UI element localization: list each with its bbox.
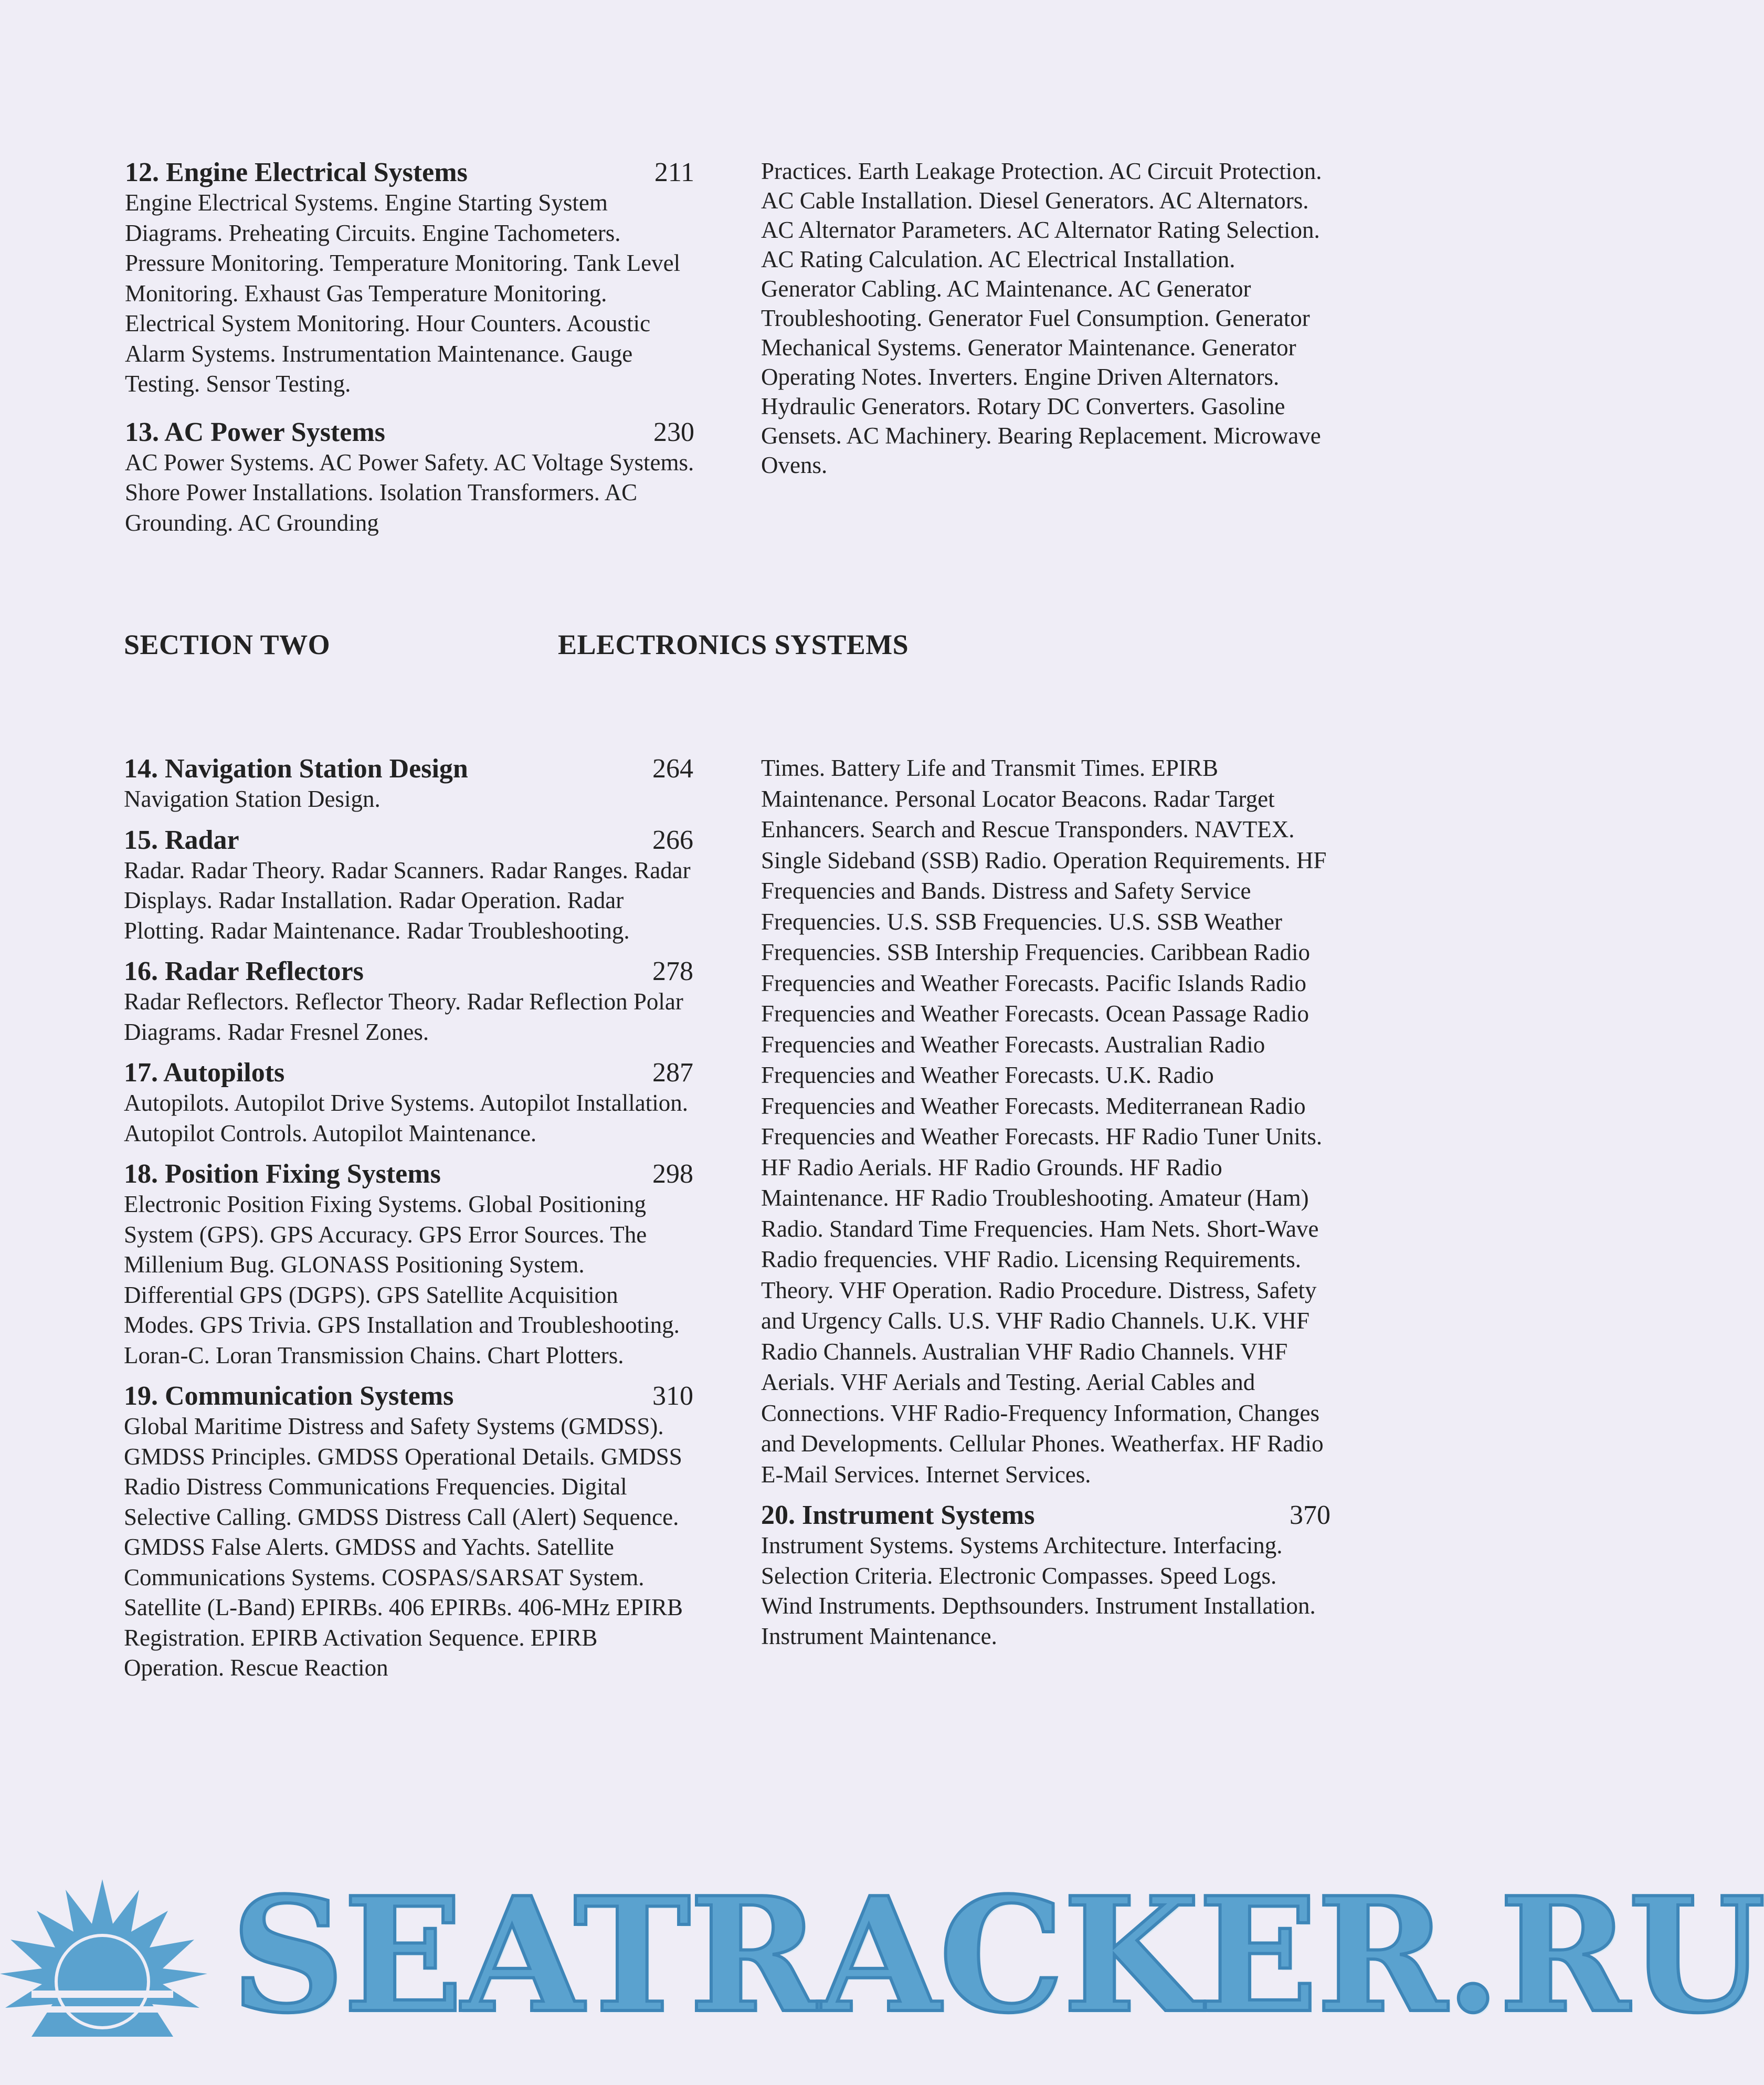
entry-page-number: 211 [654, 157, 694, 187]
toc-entry-communication [124, 1381, 693, 1683]
entry-title: 12. Engine Electrical Systems [125, 157, 468, 187]
entry-description: Navigation Station Design. [124, 786, 381, 812]
section-title: ELECTRONICS SYSTEMS [558, 629, 909, 660]
entry-page-number: 287 [652, 1058, 693, 1088]
entry-heading [124, 1159, 693, 1189]
entry-title: 14. Navigation Station Design [124, 754, 468, 784]
toc-entry-autopilots [124, 1058, 693, 1149]
entry-heading [124, 1381, 693, 1412]
entry-description: Radar. Radar Theory. Radar Scanners. Radar Ranges. Radar Displays. Radar Installation. Radar Operation. Radar Plotting. Radar Maintenance. Radar Troubleshooting. [124, 857, 691, 944]
entry-heading [125, 417, 694, 448]
entry-heading [124, 956, 693, 987]
entry-title: 16. Radar Reflectors [124, 956, 364, 986]
entry-page-number: 370 [1290, 1500, 1330, 1530]
entry-continuation: Times. Battery Life and Transmit Times. EPIRB Maintenance. Personal Locator Beacons. Radar Target Enhancers. Search and Rescue Transponders. NAVTEX. Single Sideband (SSB) Radio. Operation Requirements. HF Frequencies and Bands. Distress and Safety Service Frequencies. U.S. SSB Frequencies. U.S. SSB Weather Frequencies. SSB Intership Frequencies. Caribbean Radio Frequencies and Weather Forecasts. Pacific Islands Radio Frequencies and Weather Forecasts. Ocean Passage Radio Frequencies and Weather Forecasts. Australian Radio Frequencies and Weather Forecasts. U.K. Radio Frequencies and Weather Forecasts. Mediterranean Radio Frequencies and Weather Forecasts. HF Radio Tuner Units. HF Radio Aerials. HF Radio Grounds. HF Radio Maintenance. HF Radio Troubleshooting. Amateur (Ham) Radio. Standard Time Frequencies. Ham Nets. Short-Wave Radio frequencies. VHF Radio. Licensing Requirements. Theory. VHF Operation. Radio Procedure. Distress, Safety and Urgency Calls. U.S. VHF Radio Channels. U.K. VHF Radio Channels. Australian VHF Radio Channels. VHF Aerials. VHF Aerials and Testing. Aerial Cables and Connections. VHF Radio-Frequency Information, Changes and Developments. Cellular Phones. Weatherfax. HF Radio E-Mail Services. Internet Services. [761, 755, 1327, 1488]
toc-entry-position-fixing [124, 1159, 693, 1371]
entry-page-number: 266 [652, 825, 693, 855]
entry-page-number: 310 [652, 1381, 693, 1411]
toc-top-right-column [761, 156, 1330, 480]
entry-title: 18. Position Fixing Systems [124, 1159, 441, 1189]
entry-title: 19. Communication Systems [124, 1381, 454, 1411]
entry-description: Radar Reflectors. Reflector Theory. Radar Reflection Polar Diagrams. Radar Fresnel Zones. [124, 988, 683, 1045]
entry-heading [124, 754, 693, 784]
entry-page-number: 264 [652, 754, 693, 784]
toc-entry-radar [124, 825, 693, 946]
entry-description: Electronic Position Fixing Systems. Global Positioning System (GPS). GPS Accuracy. GPS Error Sources. The Millenium Bug. GLONASS Positioning System. Differential GPS (DGPS). GPS Satellite Acquisition Modes. GPS Trivia. GPS Installation and Troubleshooting. Loran-C. Loran Transmission Chains. Chart Plotters. [124, 1191, 680, 1368]
entry-heading [125, 157, 694, 188]
toc-entry-ac-power [125, 417, 694, 539]
sun-burst-icon [0, 1879, 207, 2037]
entry-page-number: 278 [652, 956, 693, 986]
entry-description: Global Maritime Distress and Safety Systems (GMDSS). GMDSS Principles. GMDSS Operational Details. GMDSS Radio Distress Communications Frequencies. Digital Selective Calling. GMDSS Distress Call (Alert) Sequence. GMDSS False Alerts. GMDSS and Yachts. Satellite Communications Systems. COSPAS/SARSAT System. Satellite (L-Band) EPIRBs. 406 EPIRBs. 406-MHz EPIRB Registration. EPIRB Activation Sequence. EPIRB Operation. Rescue Reaction [124, 1413, 683, 1681]
watermark-text: SEATRACKER.RU [231, 1862, 1764, 2048]
toc-entry-engine-electrical [125, 157, 694, 399]
entry-page-number: 230 [653, 417, 694, 447]
entry-page-number: 298 [652, 1159, 693, 1189]
entry-description: Instrument Systems. Systems Architecture. Interfacing. Selection Criteria. Electronic Compasses. Speed Logs. Wind Instruments. Depthsounders. Instrument Installation. Instrument Maintenance. [761, 1532, 1316, 1649]
section-label: SECTION TWO [124, 629, 331, 660]
toc-entry-instrument-systems [761, 1500, 1330, 1651]
entry-continuation: Practices. Earth Leakage Protection. AC Circuit Protection. AC Cable Installation. Diesel Generators. AC Alternators. AC Alternator Parameters. AC Alternator Rating Selection. AC Rating Calculation. AC Electrical Installation. Generator Cabling. AC Maintenance. AC Generator Troubleshooting. Generator Fuel Consumption. Generator Mechanical Systems. Generator Maintenance. Generator Operating Notes. Inverters. Engine Driven Alternators. Hydraulic Generators. Rotary DC Converters. Gasoline Gensets. AC Machinery. Bearing Replacement. Microwave Ovens. [761, 158, 1322, 478]
entry-heading [124, 1058, 693, 1088]
entry-description: Autopilots. Autopilot Drive Systems. Autopilot Installation. Autopilot Controls. Autopilot Maintenance. [124, 1090, 689, 1146]
entry-heading [761, 1500, 1330, 1531]
toc-top-left-column [125, 157, 694, 538]
entry-title: 17. Autopilots [124, 1058, 285, 1088]
entry-description: AC Power Systems. AC Power Safety. AC Voltage Systems. Shore Power Installations. Isolation Transformers. AC Grounding. AC Grounding [125, 449, 694, 536]
entry-title: 15. Radar [124, 825, 239, 855]
toc-bottom-left-column [124, 754, 693, 1683]
toc-bottom-right-column [761, 753, 1330, 1651]
entry-description: Engine Electrical Systems. Engine Starting System Diagrams. Preheating Circuits. Engine Tachometers. Pressure Monitoring. Temperature Monitoring. Tank Level Monitoring. Exhaust Gas Temperature Monitoring. Electrical System Monitoring. Hour Counters. Acoustic Alarm Systems. Instrumentation Maintenance. Gauge Testing. Sensor Testing. [125, 189, 681, 397]
entry-title: 13. AC Power Systems [125, 417, 385, 447]
toc-entry-navigation-station [124, 754, 693, 815]
entry-title: 20. Instrument Systems [761, 1500, 1035, 1530]
entry-heading [124, 825, 693, 856]
toc-entry-radar-reflectors [124, 956, 693, 1047]
